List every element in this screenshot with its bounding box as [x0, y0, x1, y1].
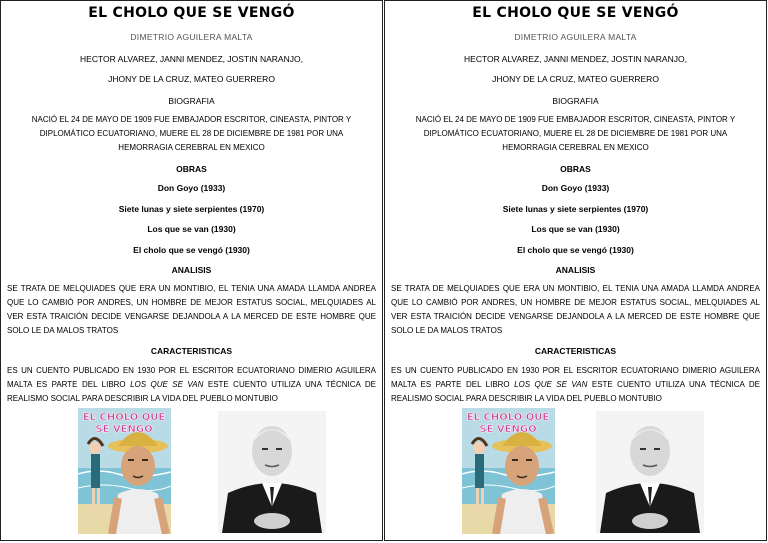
author-name: DIMETRIO AGUILERA MALTA	[514, 32, 637, 42]
work-item: Siete lunas y siete serpientes (1970)	[502, 204, 649, 214]
book-cover-image	[78, 408, 171, 534]
characteristics-text	[391, 364, 760, 406]
work-item: Don Goyo (1933)	[541, 183, 610, 193]
analysis-heading: ANALISIS	[555, 265, 596, 275]
analysis-text: SE TRATA DE MELQUIADES QUE ERA UN MONTIBIO, EL TENIA UNA AMADA LLAMDA ANDREA QUE LO CAMBIÓ POR ANDRES, UN HOMBRE DE MEJOR ESTATUS SOCIAL, MELQUIADES AL VER ESTA TRAICIÓN DECIDE VENGARSE DEJANDOLA A LA MERCED DE ESTE HOMBRE QUE SOLO LE DA MALOS TRATOS	[391, 284, 760, 335]
work-item: Los que se van (1930)	[531, 224, 620, 234]
works-heading: OBRAS	[560, 164, 591, 174]
biography-heading: BIOGRAFIA	[168, 96, 215, 106]
author-portrait-image	[596, 411, 704, 533]
characteristics-text-b: ESTE CUENTO UTILIZA UNA TÉCNICA DE REALISMO SOCIAL PARA DESCRIBIR LA VIDA DEL PUEBLO MONTUBIO	[7, 380, 376, 403]
book-title-italic: LOS QUE SE VAN	[514, 380, 588, 389]
work-item: Los que se van (1930)	[147, 224, 236, 234]
work-item: El cholo que se vengó (1930)	[133, 245, 250, 255]
analysis-text: SE TRATA DE MELQUIADES QUE ERA UN MONTIBIO, EL TENIA UNA AMADA LLAMDA ANDREA QUE LO CAMBIÓ POR ANDRES, UN HOMBRE DE MEJOR ESTATUS SOCIAL, MELQUIADES AL VER ESTA TRAICIÓN DECIDE VENGARSE DEJANDOLA A LA MERCED DE ESTE HOMBRE QUE SOLO LE DA MALOS TRATOS	[7, 284, 376, 335]
svg-text:EL CHOLO QUE: EL CHOLO QUE	[82, 412, 166, 423]
svg-text:EL CHOLO QUE: EL CHOLO QUE	[466, 412, 550, 423]
work-item: El cholo que se vengó (1930)	[517, 245, 634, 255]
characteristics-text	[7, 364, 376, 406]
students-line-1: HECTOR ALVAREZ, JANNI MENDEZ, JOSTIN NARANJO,	[464, 54, 687, 64]
svg-text:SE VENGO: SE VENGO	[95, 424, 153, 435]
biography-heading: BIOGRAFIA	[552, 96, 599, 106]
work-item: Siete lunas y siete serpientes (1970)	[118, 204, 265, 214]
biography-text: NACIÓ EL 24 DE MAYO DE 1909 FUE EMBAJADOR ESCRITOR, CINEASTA, PINTOR Y DIPLOMÁTICO ECUATORIANO, MUERE EL 28 DE DICIEMBRE DE 1981 POR UNA HEMORRAGIA CEREBRAL EN MEXICO	[415, 115, 736, 152]
book-title-italic: LOS QUE SE VAN	[130, 380, 204, 389]
analysis-heading: ANALISIS	[171, 265, 212, 275]
students-line-2: JHONY DE LA CRUZ, MATEO GUERRERO	[492, 74, 659, 84]
author-name: DIMETRIO AGUILERA MALTA	[130, 32, 253, 42]
characteristics-heading: CARACTERISTICAS	[534, 346, 617, 356]
page-title: EL CHOLO QUE SE VENGÓ	[472, 5, 679, 21]
biography-text: NACIÓ EL 24 DE MAYO DE 1909 FUE EMBAJADOR ESCRITOR, CINEASTA, PINTOR Y DIPLOMÁTICO ECUATORIANO, MUERE EL 28 DE DICIEMBRE DE 1981 POR UNA HEMORRAGIA CEREBRAL EN MEXICO	[31, 115, 352, 152]
students-line-2: JHONY DE LA CRUZ, MATEO GUERRERO	[108, 74, 275, 84]
document-page-right	[384, 0, 767, 541]
characteristics-text-b: ESTE CUENTO UTILIZA UNA TÉCNICA DE REALISMO SOCIAL PARA DESCRIBIR LA VIDA DEL PUEBLO MONTUBIO	[391, 380, 760, 403]
characteristics-text-a: ES UN CUENTO PUBLICADO EN 1930 POR EL ESCRITOR ECUATORIANO DIMERIO AGUILERA MALTA ES PARTE DEL LIBRO	[391, 366, 760, 389]
characteristics-heading: CARACTERISTICAS	[150, 346, 233, 356]
author-portrait-image	[218, 411, 326, 533]
work-item: Don Goyo (1933)	[157, 183, 226, 193]
page-title: EL CHOLO QUE SE VENGÓ	[88, 5, 295, 21]
book-cover-image	[462, 408, 555, 534]
students-line-1: HECTOR ALVAREZ, JANNI MENDEZ, JOSTIN NARANJO,	[80, 54, 303, 64]
document-page-left	[0, 0, 383, 541]
characteristics-text-a: ES UN CUENTO PUBLICADO EN 1930 POR EL ESCRITOR ECUATORIANO DIMERIO AGUILERA MALTA ES PARTE DEL LIBRO	[7, 366, 376, 389]
svg-text:SE VENGO: SE VENGO	[479, 424, 537, 435]
works-heading: OBRAS	[176, 164, 207, 174]
